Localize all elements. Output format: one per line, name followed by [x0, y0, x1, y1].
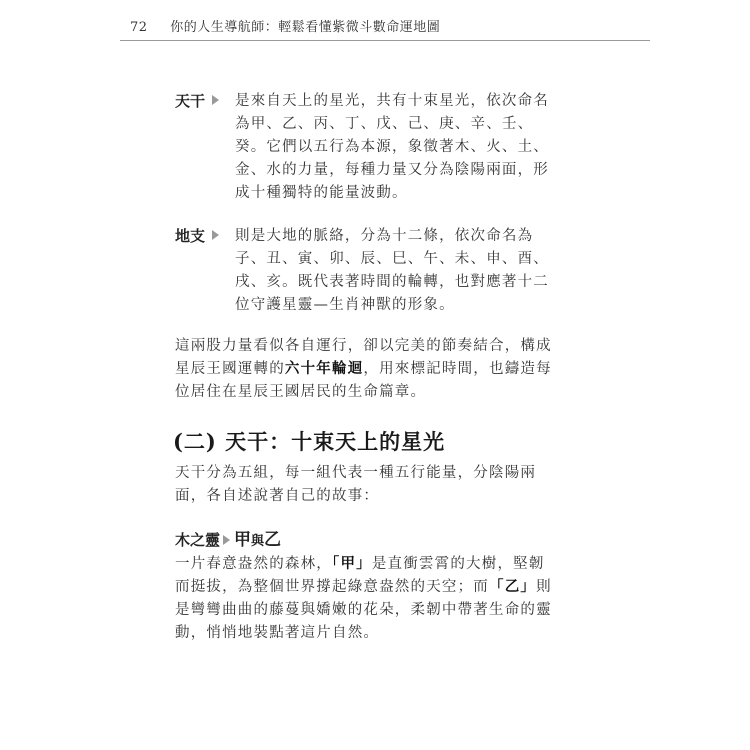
- text-run: 是直衝雲霄的大樹，堅韌而挺拔，為整個世界撐起綠意盎然的天空；而: [175, 556, 545, 595]
- page-number: 72: [130, 20, 148, 35]
- text-run: 一片春意盎然的森林，: [175, 556, 332, 572]
- quote-yi: 「乙」: [489, 579, 537, 595]
- paragraph-sixty-year-cycle: [175, 335, 555, 404]
- triangle-marker-icon: [212, 95, 219, 105]
- section-intro: 天干分為五組，每一組代表一種五行能量，分陰陽兩面，各自述說著自己的故事：: [175, 465, 537, 504]
- definition-body: 是來自天上的星光，共有十束星光，依次命名為甲、乙、丙、丁、戊、己、庚、辛、壬、癸。它們以五行為本源，象徵著木、火、土、金、水的力量，每種力量又分為陰陽兩面，形成十種獨特的能量波動。: [235, 93, 549, 201]
- term-label: [175, 90, 219, 111]
- page-header: [130, 16, 650, 35]
- quote-jia: 「甲」: [332, 556, 372, 572]
- triangle-marker-icon: [212, 230, 219, 240]
- text-run: ，用來標記時間，也鑄造每位居住在星辰王國居民的生命篇章。: [175, 361, 552, 400]
- emphasis-sixty-year-cycle: 六十年輪迴: [284, 361, 364, 377]
- book-title: 你的人生導航師：輕鬆看懂紫微斗數命運地圖: [170, 20, 441, 35]
- definition-tiangan: [175, 90, 555, 205]
- triangle-marker-icon: [223, 535, 230, 545]
- section-heading: (二) 天干：十束天上的星光: [173, 429, 446, 454]
- term-text: 地支: [175, 227, 206, 245]
- definition-body: 則是大地的脈絡，分為十二條，依次命名為子、丑、寅、卯、辰、巳、午、未、申、酉、戌、亥。既代表著時間的輪轉，也對應著十二位守護星靈—生肖神獸的形象。: [235, 228, 549, 313]
- conjunction: 與: [251, 534, 265, 549]
- term-text: 天干: [175, 92, 206, 110]
- element-name: 木之靈: [175, 531, 221, 549]
- paragraph-wood: [175, 553, 555, 645]
- stem-jia: 甲: [234, 530, 252, 550]
- text-run: 這兩股力量看似各自運行，卻以完美的節奏結合，構成星辰王國運轉的: [175, 338, 552, 377]
- header-rule: [120, 40, 650, 41]
- subheading-wood: [175, 525, 281, 550]
- term-label: [175, 225, 219, 246]
- definition-dizhi: [175, 225, 555, 317]
- stem-yi: 乙: [264, 530, 282, 550]
- text-run: 則是彎彎曲曲的藤蔓與嬌嫩的花朵，柔韌中帶著生命的靈動，悄悄地裝點著這片自然。: [175, 579, 552, 641]
